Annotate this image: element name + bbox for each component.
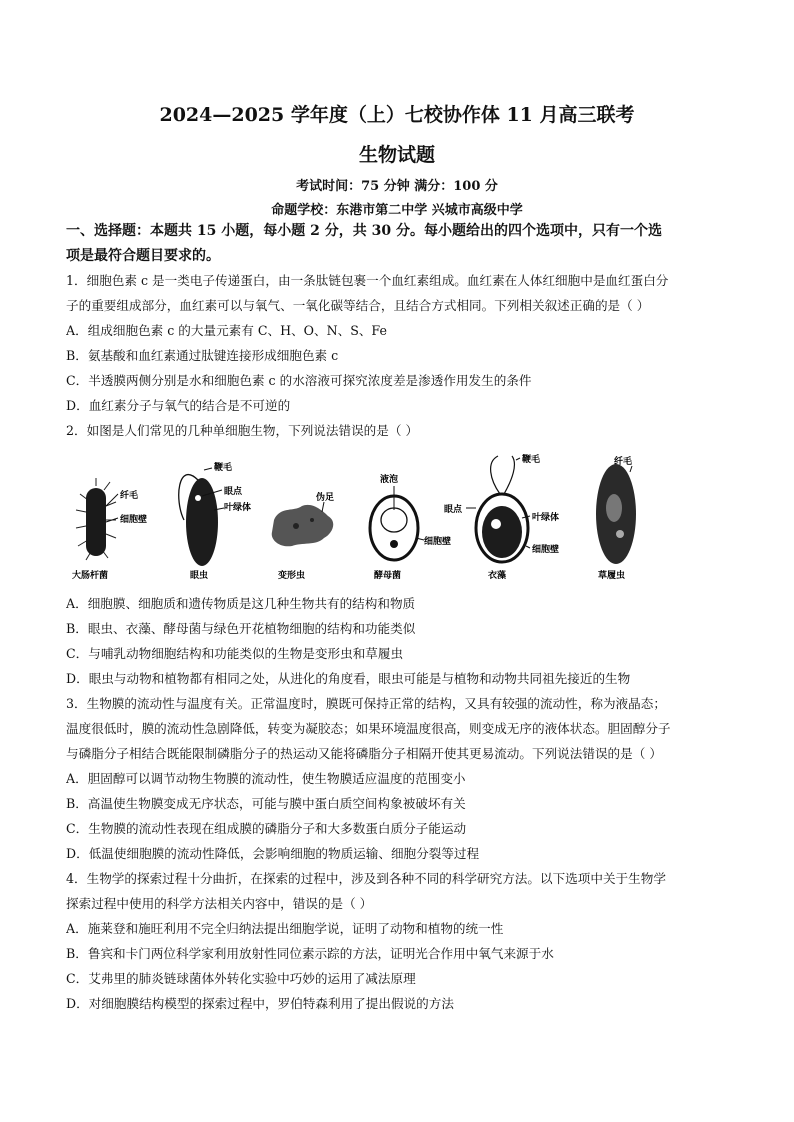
chlamy-label-chloroplast: 叶绿体 [532, 513, 560, 523]
yeast-drawing [370, 486, 424, 560]
ecoli-label-cilia: 纤毛 [120, 491, 139, 501]
chlamy-label-cell-wall: 细胞壁 [532, 545, 560, 555]
amoeba-drawing [272, 502, 333, 546]
chlamy-label-flagellum: 鞭毛 [522, 455, 541, 465]
organism-name-chlamydomonas: 衣藻 [488, 571, 507, 581]
organism-name-amoeba: 变形虫 [278, 571, 306, 581]
q4-option-c: C．艾弗里的肺炎链球菌体外转化实验中巧妙的运用了减法原理 [66, 971, 416, 986]
chlamy-label-eyespot: 眼点 [444, 505, 463, 515]
q4-stem-line-2: 探索过程中使用的科学方法相关内容中，错误的是（ ） [66, 896, 373, 911]
organism-name-ecoli: 大肠杆菌 [72, 571, 109, 581]
q1-option-c: C．半透膜两侧分别是水和细胞色素 c 的水溶液可探究浓度差是渗透作用发生的条件 [66, 373, 532, 388]
q1-option-a: A．组成细胞色素 c 的大量元素有 C、H、O、N、S、Fe [66, 323, 387, 338]
q1-stem-line-2: 子的重要组成部分，血红素可以与氧气、一氧化碳等结合，且结合方式相同。下列相关叙述正确的是（ ） [66, 298, 650, 313]
q2-stem: 2．如图是人们常见的几种单细胞生物，下列说法错误的是（ ） [66, 423, 419, 438]
yeast-label-cell-wall: 细胞壁 [424, 537, 452, 547]
q3-option-d: D．低温使细胞膜的流动性降低，会影响细胞的物质运输、细胞分裂等过程 [66, 846, 480, 861]
q3-option-c: C．生物膜的流动性表现在组成膜的磷脂分子和大多数蛋白质分子能运动 [66, 821, 467, 836]
organism-name-yeast: 酵母菌 [374, 571, 402, 581]
q3-stem-line-2: 温度很低时，膜的流动性急剧降低，转变为凝胶态；如果环境温度很高，则变成无序的液体状态。胆固醇分子 [66, 721, 671, 736]
section-heading [66, 219, 738, 269]
q4-option-d: D．对细胞膜结构模型的探索过程中，罗伯特森利用了提出假说的方法 [66, 996, 454, 1011]
organism-name-euglena: 眼虫 [190, 571, 209, 581]
q2-option-d: D．眼虫与动物和植物都有相同之处，从进化的角度看，眼虫可能是与植物和动物共同祖先接近的生物 [66, 671, 631, 686]
paramecium-drawing [596, 464, 636, 564]
q2-option-b: B．眼虫、衣藻、酵母菌与绿色开花植物细胞的结构和功能类似 [66, 621, 416, 636]
exam-schools: 命题学校：东港市第二中学 兴城市高级中学 [271, 203, 523, 218]
organism-name-paramecium: 草履虫 [598, 571, 626, 581]
q4-stem-line-1: 4．生物学的探索过程十分曲折，在探索的过程中，涉及到各种不同的科学研究方法。以下选项中关于生物学 [66, 871, 666, 886]
q3-option-a: A．胆固醇可以调节动物生物膜的流动性，使生物膜适应温度的范围变小 [66, 771, 466, 786]
q3-stem-line-3: 与磷脂分子相结合既能限制磷脂分子的热运动又能将磷脂分子相隔开使其更易流动。下列说法错误的是（ ） [66, 746, 662, 761]
euglena-drawing [179, 468, 224, 566]
q3-stem-line-1: 3．生物膜的流动性与温度有关。正常温度时，膜既可保持正常的结构，又具有较强的流动性，称为液晶态； [66, 696, 666, 711]
chlamydomonas-drawing [466, 456, 530, 562]
amoeba-label-pseudopod: 伪足 [316, 493, 335, 503]
section-heading-line-1: 一、选择题：本题共 15 小题，每小题 2 分，共 30 分。每小题给出的四个选项中，只有一个选 [66, 223, 662, 239]
yeast-label-vacuole: 液泡 [380, 475, 399, 485]
q2-option-a: A．细胞膜、细胞质和遗传物质是这几种生物共有的结构和物质 [66, 596, 416, 611]
exam-subject: 生物试题 [358, 144, 435, 166]
ecoli-label-cell-wall: 细胞壁 [120, 515, 148, 525]
q4-option-a: A．施莱登和施旺利用不完全归纳法提出细胞学说，证明了动物和植物的统一性 [66, 921, 504, 936]
section-heading-line-2: 项是最符合题目要求的。 [66, 248, 220, 264]
euglena-label-eyespot: 眼点 [224, 487, 243, 497]
q3-option-b: B．高温使生物膜变成无序状态，可能与膜中蛋白质空间构象被破坏有关 [66, 796, 466, 811]
q1-option-b: B．氨基酸和血红素通过肽键连接形成细胞色素 c [66, 348, 339, 363]
q4-option-b: B．鲁宾和卡门两位科学家利用放射性同位素示踪的方法，证明光合作用中氧气来源于水 [66, 946, 554, 961]
q2-option-c: C．与哺乳动物细胞结构和功能类似的生物是变形虫和草履虫 [66, 646, 404, 661]
q1-stem-line-1: 1．细胞色素 c 是一类电子传递蛋白，由一条肽链包裹一个血红素组成。血红素在人体红细胞中是血红蛋白分 [66, 273, 669, 288]
q1-option-d: D．血红素分子与氧气的结合是不可逆的 [66, 398, 291, 413]
exam-info: 考试时间：75 分钟 满分：100 分 [296, 179, 498, 194]
exam-title: 2024—2025 学年度（上）七校协作体 11 月高三联考 [159, 104, 635, 126]
paramecium-label-cilia: 纤毛 [614, 457, 633, 467]
single-cell-organisms-figure [66, 450, 738, 590]
ecoli-drawing [76, 478, 118, 560]
euglena-label-chloroplast: 叶绿体 [224, 503, 252, 513]
euglena-label-flagellum: 鞭毛 [214, 463, 233, 473]
